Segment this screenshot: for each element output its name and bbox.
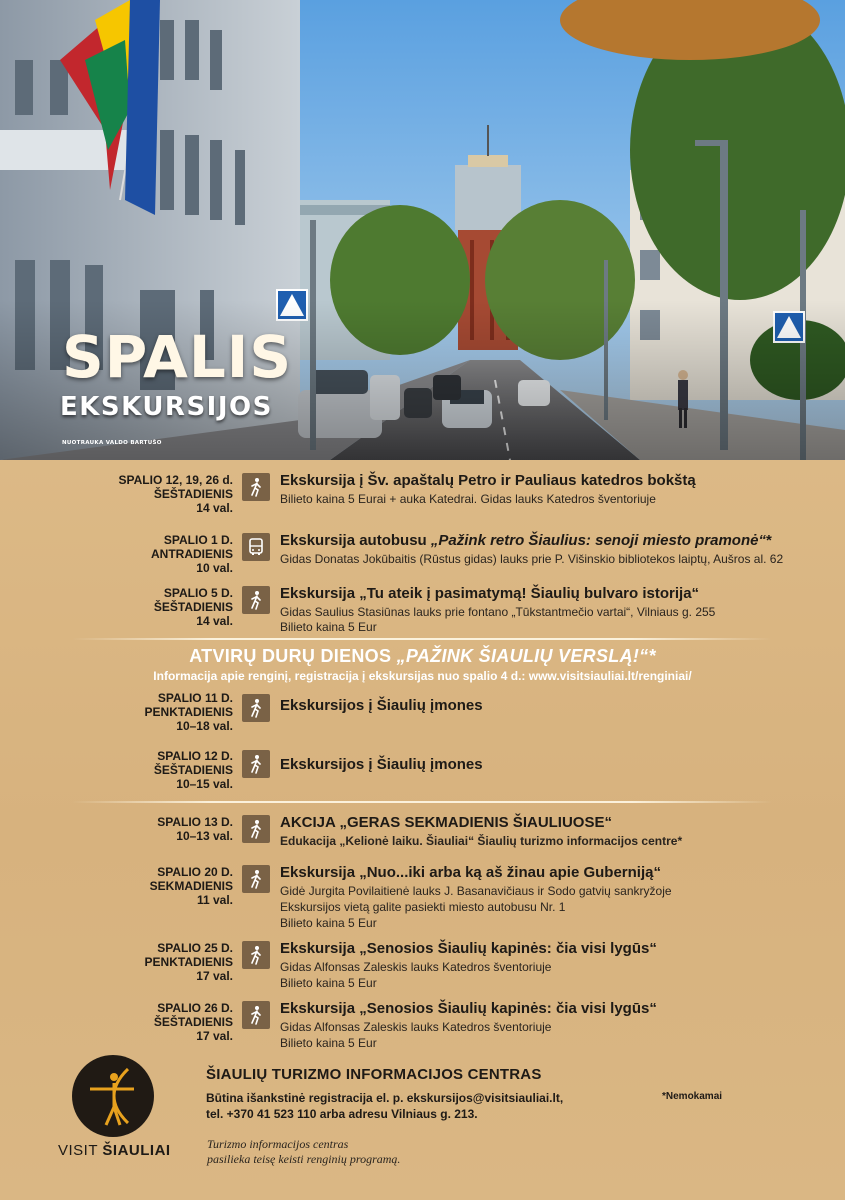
event-date-line: SPALIO 13 D. xyxy=(157,815,233,829)
event-title: Ekskursija „Nuo...iki arba ką aš žinau apie Guberniją“ xyxy=(280,864,661,881)
event-date-line: SPALIO 12, 19, 26 d. xyxy=(118,473,233,487)
event-time-line: 10 val. xyxy=(196,561,233,575)
logo-word-siauliai: ŠIAULIAI xyxy=(102,1142,171,1159)
open-doors-heading-text: ATVIRŲ DURŲ DIENOS xyxy=(189,646,397,666)
hero-photo xyxy=(0,0,845,460)
info-centre-title: ŠIAULIŲ TURIZMO INFORMACIJOS CENTRAS xyxy=(206,1066,542,1083)
phone-address-line: tel. +370 41 523 110 arba adresu Vilniaus g. 213. xyxy=(206,1107,478,1121)
event-detail: Bilieto kaina 5 Eur xyxy=(280,1036,377,1050)
photo-credit: NUOTRAUKA VALDO BARTUŠO xyxy=(62,440,162,446)
event-day-line: ŠEŠTADIENIS xyxy=(153,1015,233,1029)
event-time-line: 14 val. xyxy=(196,501,233,515)
logo-wordmark xyxy=(58,1142,171,1159)
event-time-line: 11 val. xyxy=(196,893,233,907)
event-title: Ekskursija į Šv. apaštalų Petro ir Pauliaus katedros bokštą xyxy=(280,472,696,489)
walking-person-icon xyxy=(242,1001,270,1029)
disclaimer-line: Turizmo informacijos centras xyxy=(207,1137,349,1151)
event-title xyxy=(280,532,772,550)
event-title: Ekskursijos į Šiaulių įmones xyxy=(280,697,483,714)
disclaimer-line: pasilieka teisę keisti renginių programą. xyxy=(207,1152,401,1166)
open-doors-heading-emphasis: „PAŽINK ŠIAULIŲ VERSLĄ!“* xyxy=(396,646,656,666)
event-date-line: SPALIO 25 D. xyxy=(157,941,233,955)
event-time-line: 17 val. xyxy=(196,969,233,983)
event-time-line: 10–18 val. xyxy=(176,719,233,733)
event-title: Ekskursija „Tu ateik į pasimatymą! Šiaulių bulvaro istorija“ xyxy=(280,585,700,602)
event-detail: Gidas Alfonsas Zaleskis lauks Katedros šventoriuje xyxy=(280,1020,552,1034)
event-title: Ekskursija „Senosios Šiaulių kapinės: čia visi lygūs“ xyxy=(280,1000,657,1017)
archer-icon xyxy=(72,1055,154,1137)
event-detail: Bilieto kaina 5 Eurai + auka Katedrai. Gidas lauks Katedros šventoriuje xyxy=(280,492,656,506)
logo-word-visit: VISIT xyxy=(58,1142,103,1159)
event-time-line: 10–15 val. xyxy=(176,777,233,791)
visit-siauliai-logo xyxy=(72,1055,154,1137)
event-date-line: SPALIO 20 D. xyxy=(157,865,233,879)
event-day-line: ŠEŠTADIENIS xyxy=(153,763,233,777)
event-date-line: SPALIO 5 D. xyxy=(163,586,233,600)
event-date xyxy=(150,865,233,907)
event-detail: Gidas Donatas Jokūbaitis (Rūstus gidas) lauks prie P. Višinskio bibliotekos laiptų, Aušros al. 62 xyxy=(280,552,784,566)
walking-person-icon xyxy=(242,941,270,969)
event-date xyxy=(119,473,234,515)
event-detail: Ekskursijos vietą galite pasiekti miesto autobusu Nr. 1 xyxy=(280,900,566,914)
event-date-line: SPALIO 1 D. xyxy=(163,533,233,547)
open-doors-info: Informacija apie renginį, registracija į ekskursijas nuo spalio 4 d.: www.visitsiauliai.lt/renginiai/ xyxy=(153,669,692,683)
event-title-emphasis: „Pažink retro Šiaulius: senoji miesto pramonė“ xyxy=(430,532,766,549)
divider xyxy=(72,638,772,640)
event-date xyxy=(145,691,233,733)
page-subtitle: EKSKURSIJOS xyxy=(60,392,273,422)
event-day-line: PENKTADIENIS xyxy=(144,955,233,969)
event-date xyxy=(154,1001,233,1043)
event-day-line: PENKTADIENIS xyxy=(144,705,233,719)
event-detail: Gidas Saulius Stasiūnas lauks prie fontano „Tūkstantmečio vartai“, Vilniaus g. 255 xyxy=(280,605,716,619)
event-date xyxy=(157,815,233,843)
event-day-line: ŠEŠTADIENIS xyxy=(153,487,233,501)
event-time-line: 17 val. xyxy=(196,1029,233,1043)
walking-person-icon xyxy=(242,586,270,614)
walking-person-icon xyxy=(242,694,270,722)
event-day-line: SEKMADIENIS xyxy=(149,879,233,893)
event-title-text: Ekskursija autobusu xyxy=(280,532,431,549)
walking-person-icon xyxy=(242,815,270,843)
walking-person-icon xyxy=(242,865,270,893)
free-note: *Nemokamai xyxy=(662,1091,723,1102)
free-marker: * xyxy=(765,532,772,549)
event-detail: Edukacija „Kelionė laiku. Šiauliai“ Šiaulių turizmo informacijos centre* xyxy=(280,834,683,848)
event-detail: Bilieto kaina 5 Eur xyxy=(280,976,377,990)
walking-person-icon xyxy=(242,750,270,778)
event-date xyxy=(154,749,233,791)
event-detail: Bilieto kaina 5 Eur xyxy=(280,620,377,634)
event-title: Ekskursijos į Šiaulių įmones xyxy=(280,756,483,773)
event-time-line: 10–13 val. xyxy=(176,829,233,843)
event-date-line: SPALIO 12 D. xyxy=(157,749,233,763)
open-doors-heading xyxy=(0,646,845,667)
event-day-line: ŠEŠTADIENIS xyxy=(153,600,233,614)
event-detail: Gidė Jurgita Povilaitienė lauks J. Basanavičiaus ir Sodo gatvių sankryžoje xyxy=(280,884,672,898)
bus-icon xyxy=(242,533,270,561)
event-date-line: SPALIO 11 D. xyxy=(157,691,233,705)
event-date xyxy=(151,533,233,575)
event-day-line: ANTRADIENIS xyxy=(150,547,233,561)
walking-person-icon xyxy=(242,473,270,501)
registration-line: Būtina išankstinė registracija el. p. ekskursijos@visitsiauliai.lt, xyxy=(206,1091,564,1105)
event-time-line: 14 val. xyxy=(196,614,233,628)
event-detail: Gidas Alfonsas Zaleskis lauks Katedros šventoriuje xyxy=(280,960,552,974)
page-title: SPALIS xyxy=(62,323,293,391)
event-date xyxy=(154,586,233,628)
event-date-line: SPALIO 26 D. xyxy=(157,1001,233,1015)
event-date xyxy=(145,941,233,983)
street-scene-illustration xyxy=(0,0,845,460)
event-title: Ekskursija „Senosios Šiaulių kapinės: čia visi lygūs“ xyxy=(280,940,657,957)
divider xyxy=(72,801,772,803)
event-title: AKCIJA „GERAS SEKMADIENIS ŠIAULIUOSE“ xyxy=(280,814,612,831)
event-detail: Bilieto kaina 5 Eur xyxy=(280,916,377,930)
